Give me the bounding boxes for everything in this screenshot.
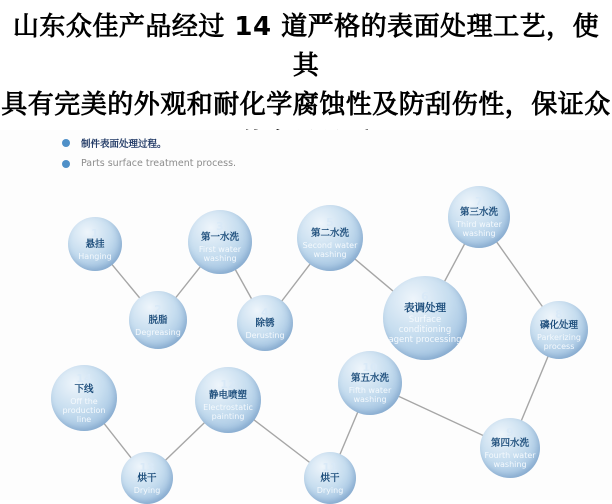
step-label-zh: 悬挂 bbox=[85, 238, 105, 250]
step-label-en: Derusting bbox=[245, 330, 285, 340]
step-label-zh: 表调处理 bbox=[404, 302, 446, 314]
step-label-en: Hanging bbox=[78, 251, 112, 261]
step-label-zh: 静电喷塑 bbox=[208, 390, 247, 401]
process-step-14 bbox=[51, 365, 117, 431]
step-label-zh: 烘干 bbox=[137, 472, 157, 484]
step-number: 2 bbox=[154, 302, 162, 316]
legend-row-en bbox=[62, 158, 236, 169]
step-label-zh: 第三水洗 bbox=[459, 207, 498, 218]
bullet-icon bbox=[62, 139, 70, 147]
step-label-zh: 下线 bbox=[74, 383, 94, 395]
bullet-icon bbox=[62, 160, 70, 168]
process-step-5 bbox=[297, 205, 363, 271]
header-line-2: 具有完美的外观和耐化学腐蚀性及防刮伤性，保证众 bbox=[1, 90, 611, 120]
process-diagram bbox=[0, 130, 612, 500]
step-label-zh: 烘干 bbox=[320, 472, 340, 484]
step-number: 7 bbox=[475, 195, 483, 208]
step-label-zh: 第四水洗 bbox=[490, 438, 529, 449]
step-number: 12 bbox=[220, 378, 236, 391]
step-label-en: First water washing bbox=[198, 245, 242, 263]
legend-title-zh: 制件表面处理过程。 bbox=[81, 139, 167, 150]
step-number: 14 bbox=[76, 371, 92, 385]
step-label-en: Surface conditioning agent processing bbox=[388, 315, 462, 345]
step-label-en: Second water washing bbox=[302, 241, 358, 259]
process-step-7 bbox=[448, 186, 510, 248]
process-step-3 bbox=[188, 210, 252, 274]
step-number: 3 bbox=[216, 220, 224, 233]
step-label-en: Off the production line bbox=[62, 396, 106, 424]
step-number: 9 bbox=[506, 426, 514, 439]
process-step-8 bbox=[530, 301, 588, 359]
step-label-en: Drying bbox=[316, 485, 344, 495]
process-step-13 bbox=[121, 452, 173, 504]
legend-row-zh bbox=[62, 136, 236, 150]
step-number: 11 bbox=[322, 460, 338, 474]
step-label-en: Fifth water washing bbox=[348, 386, 392, 404]
step-label-en: Fourth water washing bbox=[484, 451, 536, 469]
step-number: 10 bbox=[362, 361, 378, 374]
process-step-1 bbox=[68, 217, 122, 271]
legend-title-en: Parts surface treatment process. bbox=[81, 158, 237, 169]
step-label-zh: 脱脂 bbox=[148, 314, 168, 326]
step-label-zh: 第二水洗 bbox=[310, 228, 349, 239]
process-step-6 bbox=[383, 276, 467, 360]
step-number: 6 bbox=[421, 290, 429, 303]
step-label-en: Drying bbox=[133, 485, 161, 495]
diagram-legend bbox=[62, 136, 236, 177]
step-label-zh: 第一水洗 bbox=[200, 232, 239, 243]
step-label-en: Degreasing bbox=[135, 327, 181, 337]
step-label-en: Electrostatic painting bbox=[203, 403, 253, 421]
process-step-11 bbox=[304, 452, 356, 504]
step-label-en: Parkerizing process bbox=[536, 333, 581, 351]
step-number: 5 bbox=[326, 216, 334, 229]
step-label-zh: 除锈 bbox=[255, 317, 275, 329]
step-number: 13 bbox=[139, 460, 155, 474]
header-line-1: 山东众佳产品经过 14 道严格的表面处理工艺，使其 bbox=[12, 12, 600, 81]
step-number: 1 bbox=[91, 226, 99, 240]
process-step-10 bbox=[338, 351, 402, 415]
step-number: 8 bbox=[555, 308, 563, 321]
step-number: 4 bbox=[261, 305, 269, 319]
step-label-en: Third water washing bbox=[456, 220, 502, 238]
process-step-2 bbox=[129, 291, 187, 349]
process-step-12 bbox=[195, 367, 261, 433]
process-step-4 bbox=[237, 295, 293, 351]
process-step-9 bbox=[480, 418, 540, 478]
step-label-zh: 第五水洗 bbox=[350, 373, 389, 384]
step-label-zh: 磷化处理 bbox=[539, 320, 578, 331]
